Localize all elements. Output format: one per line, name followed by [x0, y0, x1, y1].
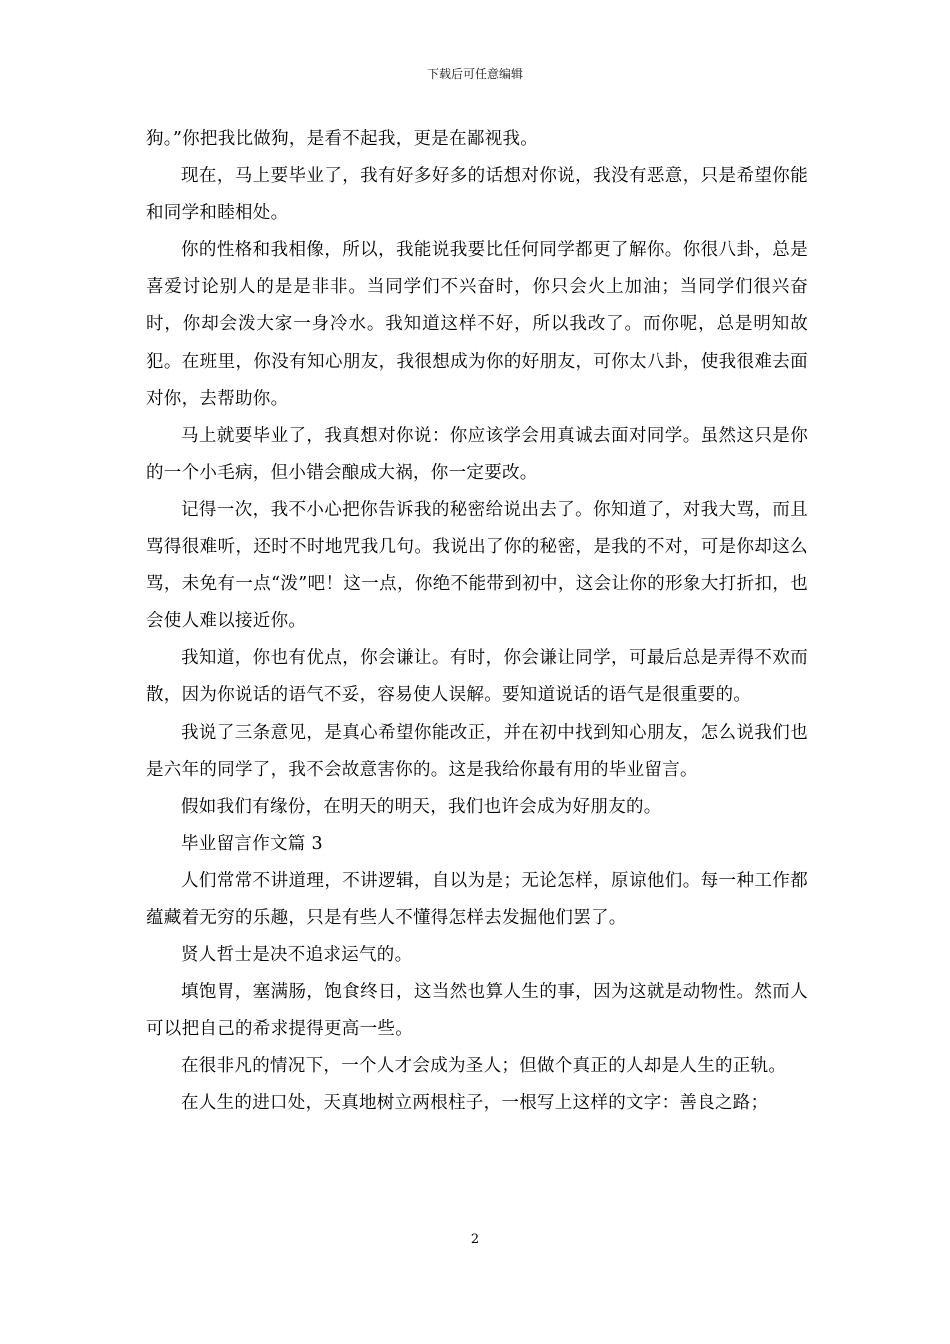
paragraph: 人们常常不讲道理，不讲逻辑，自以为是；无论怎样，原谅他们。每一种工作都蕴藏着无穷的乐趣，只是有些人不懂得怎样去发掘他们罢了。 — [146, 870, 808, 928]
paragraph: 马上就要毕业了，我真想对你说：你应该学会用真诚去面对同学。虽然这只是你的一个小毛病，但小错会酿成大祸，你一定要改。 — [146, 425, 808, 483]
paragraph: 我知道，你也有优点，你会谦让。有时，你会谦让同学，可最后总是弄得不欢而散，因为你说话的语气不妥，容易使人误解。要知道说话的语气是很重要的。 — [146, 648, 808, 706]
paragraph: 现在，马上要毕业了，我有好多好多的话想对你说，我没有恶意，只是希望你能和同学和睦相处。 — [146, 166, 808, 224]
paragraph: 狗。”你把我比做狗，是看不起我，更是在鄙视我。 — [146, 129, 539, 149]
page-number: 2 — [470, 1232, 480, 1247]
paragraph: 贤人哲士是决不追求运气的。 — [181, 945, 413, 966]
paragraph: 我说了三条意见，是真心希望你能改正，并在初中找到知心朋友，怎么说我们也是六年的同学了，我不会故意害你的。这是我给你最有用的毕业留言。 — [146, 722, 808, 780]
page-header: 下载后可任意编辑 — [426, 67, 523, 81]
paragraph: 你的性格和我相像，所以，我能说我要比任何同学都更了解你。你很八卦，总是喜爱讨论别人的是是非非。当同学们不兴奋时，你只会火上加油；当同学们很兴奋时，你却会泼大家一身冷水。我知道这样不好，所以我改了。而你呢，总是明知故犯。在班里，你没有知心朋友，我很想成为你的好朋友，可你太八卦，使我很难去面对你，去帮助你。 — [146, 240, 808, 409]
paragraph: 在人生的进口处，天真地树立两根柱子，一根写上这样的文字：善良之路； — [181, 1093, 769, 1114]
paragraph: 假如我们有缘份，在明天的明天，我们也许会成为好朋友的。 — [181, 796, 662, 817]
paragraph: 在很非凡的情况下，一个人才会成为圣人；但做个真正的人却是人生的正轨。 — [181, 1056, 787, 1077]
document-body — [146, 121, 808, 1123]
paragraph: 填饱胃，塞满肠，饱食终日，这当然也算人生的事，因为这就是动物性。然而人可以把自己的希求提得更高一些。 — [146, 982, 808, 1040]
paragraph: 记得一次，我不小心把你告诉我的秘密给说出去了。你知道了，对我大骂，而且骂得很难听，还时不时地咒我几句。我说出了你的秘密，是我的不对，可是你却这么骂，未免有一点“泼”吧！这一点，你绝不能带到初中，这会让你的形象大打折扣，也会使人难以接近你。 — [146, 499, 808, 632]
section-heading: 毕业留言作文篇 3 — [181, 833, 323, 854]
